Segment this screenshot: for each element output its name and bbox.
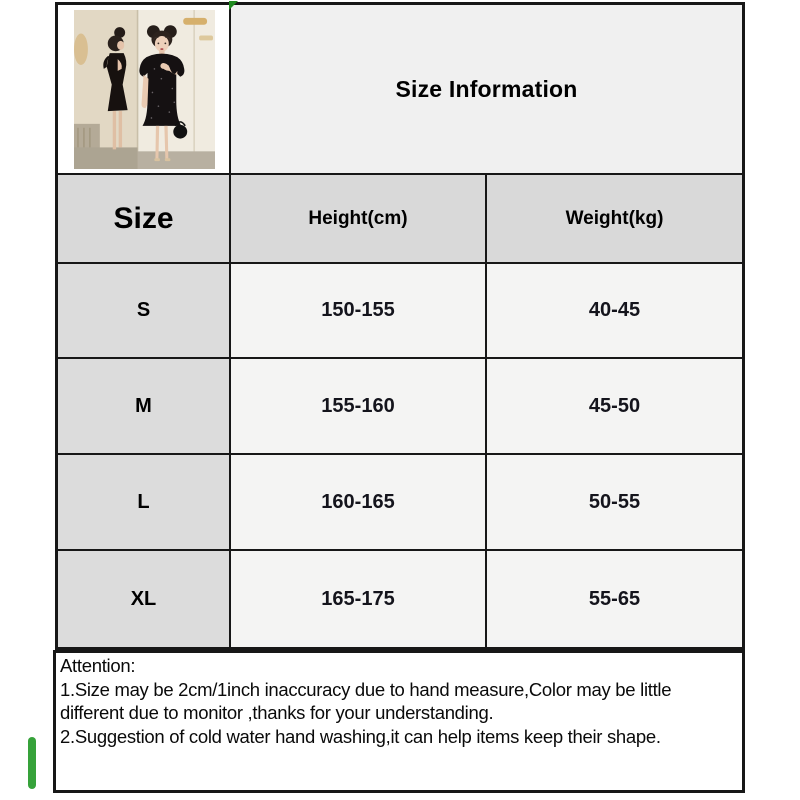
attention-box — [53, 650, 745, 793]
green-marker-strip — [28, 737, 36, 789]
row-m-size-label: M — [58, 359, 231, 455]
row-s-weight-value: 40-45 — [487, 264, 742, 359]
size-information-title: Size Information — [395, 75, 578, 102]
row-l-height-value: 160-165 — [231, 455, 487, 551]
size-table — [55, 2, 745, 650]
attention-title: Attention: — [60, 655, 136, 676]
row-m-weight-value: 45-50 — [487, 359, 742, 455]
product-photo — [74, 10, 215, 169]
size-information-banner — [231, 5, 742, 175]
row-l-size-label: L — [58, 455, 231, 551]
column-header-height: Height(cm) — [231, 175, 487, 264]
row-m-height-value: 155-160 — [231, 359, 487, 455]
row-xl-size-label: XL — [58, 551, 231, 647]
row-s-size-label: S — [58, 264, 231, 359]
row-s-height-value: 150-155 — [231, 264, 487, 359]
green-corner-flag-icon — [229, 1, 238, 10]
row-xl-weight-value: 55-65 — [487, 551, 742, 647]
column-header-size: Size — [58, 175, 231, 264]
column-header-weight: Weight(kg) — [487, 175, 742, 264]
row-l-weight-value: 50-55 — [487, 455, 742, 551]
row-xl-height-value: 165-175 — [231, 551, 487, 647]
attention-note-1: 1.Size may be 2cm/1inch inaccuracy due to hand measure,Color may be little — [60, 678, 672, 700]
attention-note-1-cont: different due to monitor ,thanks for your understanding. — [60, 702, 494, 724]
attention-note-2: 2.Suggestion of cold water hand washing,it can help items keep their shape. — [60, 725, 661, 747]
product-photo-cell — [58, 5, 231, 175]
